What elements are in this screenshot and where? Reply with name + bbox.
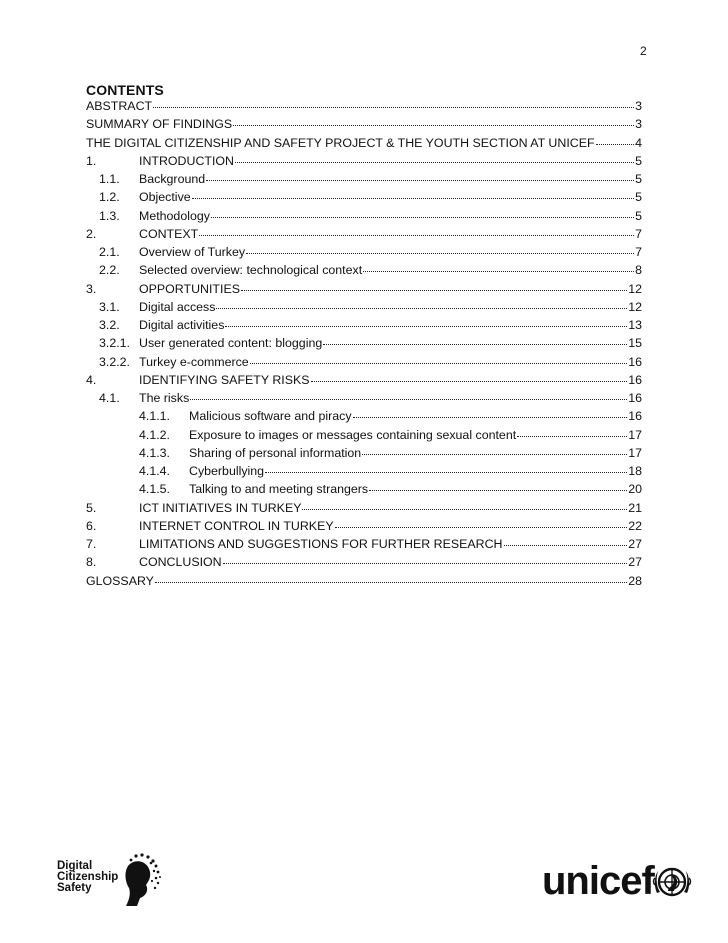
toc-entry-number: 4.1.4.	[139, 464, 171, 478]
toc-entry-title: ICT INITIATIVES IN TURKEY	[139, 500, 302, 515]
toc-entry	[86, 537, 642, 555]
toc-entry-number: 6.	[86, 518, 97, 533]
child-profile-icon	[120, 852, 162, 908]
toc-entry-title: Digital activities	[139, 318, 225, 332]
dot-leader	[225, 326, 627, 327]
toc-entry	[86, 209, 642, 227]
toc-entry	[86, 282, 642, 300]
toc-entry-title: Selected overview: technological context	[139, 263, 363, 278]
toc-entry	[86, 154, 642, 172]
unicef-emblem-icon	[652, 863, 692, 901]
dot-leader	[353, 417, 628, 418]
toc-entry-number: 4.	[86, 372, 97, 387]
toc-entry-number: 1.	[86, 153, 97, 168]
toc-entry-page: 18	[628, 464, 642, 478]
toc-entry-page: 16	[628, 391, 642, 405]
toc-entry	[86, 428, 642, 446]
toc-entry-number: 2.2.	[99, 263, 120, 278]
dot-leader	[216, 308, 627, 309]
toc-entry-page: 5	[635, 190, 642, 205]
toc-entry-page: 8	[635, 263, 642, 278]
toc-entry-page: 12	[628, 299, 642, 314]
toc-entry	[86, 409, 642, 427]
toc-entry-number: 8.	[86, 555, 97, 570]
dot-leader	[335, 527, 628, 528]
dot-leader	[323, 344, 627, 345]
dot-leader	[302, 509, 627, 510]
toc-entry-page: 15	[628, 336, 642, 351]
logo-line-digital: Digital	[57, 860, 93, 872]
toc-entry-title: CONCLUSION	[139, 555, 222, 570]
toc-entry	[86, 136, 642, 154]
toc-entry-title: Talking to and meeting strangers	[189, 482, 369, 497]
unicef-logo	[542, 858, 692, 908]
toc-entry	[86, 574, 642, 592]
dot-leader	[504, 545, 628, 546]
toc-entry	[86, 300, 642, 318]
unicef-wordmark: unicef	[542, 859, 654, 903]
toc-entry-title: CONTEXT	[139, 226, 199, 241]
toc-entry-title: Objective	[139, 190, 191, 205]
toc-entry-page: 3	[635, 117, 642, 132]
toc-entry-title: SUMMARY OF FINDINGS	[86, 117, 233, 132]
toc-entry	[86, 172, 642, 190]
toc-entry-number: 4.1.3.	[139, 445, 171, 460]
toc-entry	[86, 99, 642, 117]
dot-leader	[265, 472, 627, 473]
dot-leader	[155, 582, 627, 583]
toc-entry-number: 1.1.	[99, 172, 120, 186]
toc-entry-number: 3.2.1.	[99, 336, 131, 351]
toc-entry-title: Background	[139, 172, 206, 186]
toc-entry-title: The risks	[139, 391, 190, 405]
toc-entry-page: 12	[628, 281, 642, 296]
dot-leader	[241, 290, 627, 291]
toc-entry-title: Digital access	[139, 299, 216, 314]
toc-entry-page: 7	[635, 226, 642, 241]
toc-entry	[86, 482, 642, 500]
toc-entry-title: Methodology	[139, 208, 210, 223]
toc-entry	[86, 446, 642, 464]
toc-entry-title: ABSTRACT	[86, 99, 153, 113]
toc-title: CONTENTS	[86, 82, 164, 98]
dot-leader	[199, 235, 634, 236]
toc-entry-number: 1.2.	[99, 190, 120, 205]
dot-leader	[596, 144, 635, 145]
toc-entry	[86, 555, 642, 573]
toc-entry	[86, 501, 642, 519]
dot-leader	[362, 454, 627, 455]
toc-entry	[86, 190, 642, 208]
toc-entry-page: 16	[628, 409, 642, 424]
toc-entry	[86, 355, 642, 373]
toc-entry-page: 7	[635, 245, 642, 259]
toc-entry-number: 2.1.	[99, 245, 120, 259]
logo-text	[57, 861, 118, 894]
dot-leader	[235, 162, 634, 163]
toc-entry	[86, 391, 642, 409]
toc-entry-page: 17	[628, 445, 642, 460]
toc-entry-page: 28	[628, 573, 642, 588]
toc-entry	[86, 227, 642, 245]
dot-leader	[223, 563, 628, 564]
toc-entry-page: 27	[628, 555, 642, 570]
toc-entry	[86, 245, 642, 263]
toc-entry-number: 4.1.	[99, 391, 120, 405]
toc-entry	[86, 263, 642, 281]
toc-entry-page: 16	[628, 354, 642, 369]
logo-line-safety: Safety	[57, 882, 92, 894]
toc-entry-page: 5	[635, 153, 642, 168]
toc-entry-page: 17	[628, 427, 642, 442]
dot-leader	[311, 381, 628, 382]
dot-leader	[246, 253, 634, 254]
toc-entry-page: 3	[635, 99, 642, 113]
toc-entry	[86, 117, 642, 135]
toc-entry-title: Overview of Turkey	[139, 245, 246, 259]
dot-leader	[192, 198, 634, 199]
page-number: 2	[640, 44, 647, 58]
toc-entry-title: INTERNET CONTROL IN TURKEY	[139, 518, 334, 533]
table-of-contents	[86, 99, 642, 592]
toc-entry-title: Malicious software and piracy	[189, 409, 352, 424]
dot-leader	[369, 490, 627, 491]
logo-line-citizenship: Citizenship	[57, 871, 119, 883]
toc-entry-title: IDENTIFYING SAFETY RISKS	[139, 372, 310, 387]
toc-entry-title: Cyberbullying	[189, 464, 265, 478]
toc-entry-page: 21	[628, 500, 642, 515]
toc-entry-number: 3.	[86, 281, 97, 296]
toc-entry-number: 7.	[86, 537, 97, 551]
toc-entry	[86, 318, 642, 336]
toc-entry-number: 3.2.	[99, 318, 120, 332]
toc-entry-number: 4.1.1.	[139, 409, 171, 424]
toc-entry-number: 2.	[86, 226, 97, 241]
toc-entry-page: 20	[628, 482, 642, 497]
toc-entry-number: 3.2.2.	[99, 354, 131, 369]
dot-leader	[517, 436, 627, 437]
dot-leader	[363, 271, 634, 272]
dot-leader	[211, 217, 634, 218]
toc-entry-page: 4	[635, 135, 642, 150]
toc-entry-title: Sharing of personal information	[189, 445, 362, 460]
dot-leader	[250, 363, 628, 364]
dot-leader	[206, 180, 634, 181]
toc-entry-number: 3.1.	[99, 299, 120, 314]
toc-entry	[86, 464, 642, 482]
dot-leader	[190, 399, 627, 400]
dot-leader	[233, 125, 634, 126]
toc-entry-title: Exposure to images or messages containing sexual content	[189, 427, 517, 442]
dot-leader	[153, 107, 634, 108]
toc-entry-title: LIMITATIONS AND SUGGESTIONS FOR FURTHER RESEARCH	[139, 537, 503, 551]
toc-entry-page: 27	[628, 537, 642, 551]
toc-entry-number: 4.1.5.	[139, 482, 171, 497]
toc-entry-page: 5	[635, 172, 642, 186]
toc-entry	[86, 519, 642, 537]
toc-entry-page: 22	[628, 518, 642, 533]
toc-entry-page: 5	[635, 208, 642, 223]
toc-entry	[86, 373, 642, 391]
digital-citizenship-safety-logo	[57, 852, 177, 912]
toc-entry-title: INTRODUCTION	[139, 153, 234, 168]
toc-entry-title: User generated content: blogging	[139, 336, 323, 351]
toc-entry-title: Turkey e-commerce	[139, 354, 249, 369]
toc-entry-title: OPPORTUNITIES	[139, 281, 240, 296]
toc-entry	[86, 336, 642, 354]
toc-entry-page: 13	[628, 318, 642, 332]
toc-entry-number: 4.1.2.	[139, 427, 171, 442]
toc-entry-number: 1.3.	[99, 208, 120, 223]
toc-entry-title: THE DIGITAL CITIZENSHIP AND SAFETY PROJECT & THE YOUTH SECTION AT UNICEF	[86, 135, 595, 150]
toc-entry-title: GLOSSARY	[86, 573, 154, 588]
toc-entry-page: 16	[628, 372, 642, 387]
toc-entry-number: 5.	[86, 500, 97, 515]
